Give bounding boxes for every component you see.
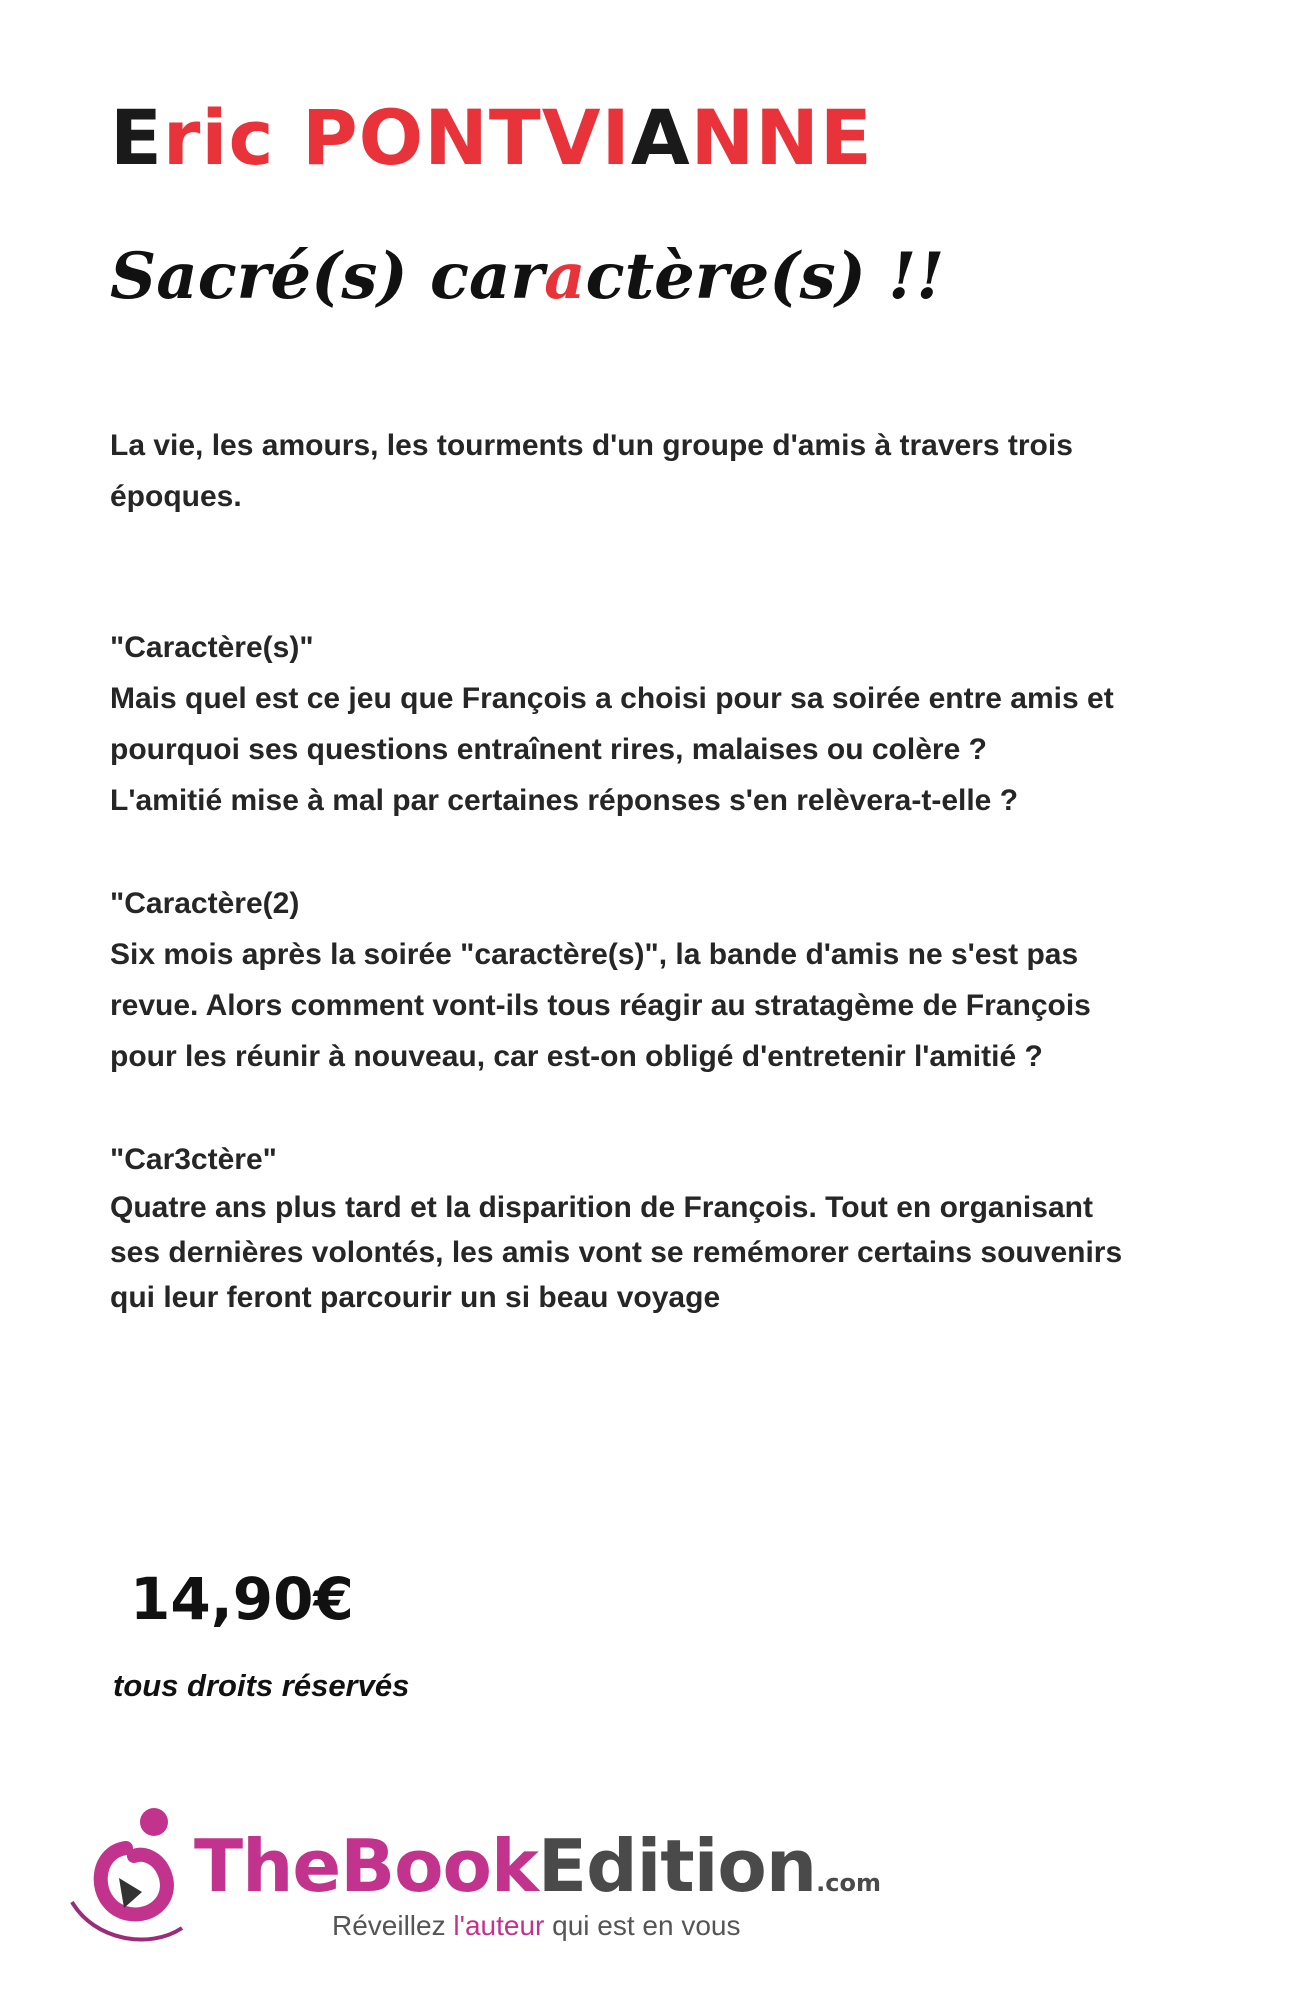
section-body: Six mois après la soirée "caractère(s)", la bande d'amis ne s'est pas revue. Alors comment vont-ils tous réagir au stratagème de François pour les réunir à nouveau, car est-on obligé d'entretenir l'amitié ? [110, 938, 1091, 1073]
slogan-start: Réveillez [332, 1910, 454, 1941]
author-part: E [110, 93, 163, 182]
book-title [110, 239, 945, 314]
publisher-domain: .com [816, 1869, 881, 1897]
author-part: NNE [690, 93, 873, 182]
section-heading: "Car3ctère" [110, 1143, 277, 1176]
section-heading: "Caractère(s)" [110, 631, 314, 664]
author-part: A [630, 93, 691, 182]
publisher-name [194, 1824, 881, 1908]
author-part: ric PONTVI [162, 93, 631, 182]
publisher-slogan [332, 1910, 740, 1942]
section-body-extra: L'amitié mise à mal par certaines réponses s'en relèvera-t-elle ? [110, 784, 1019, 817]
author-name [110, 93, 873, 182]
publisher-name-the: The [194, 1824, 341, 1908]
person-circle-logo-icon [64, 1800, 204, 1950]
slogan-end: qui est en vous [544, 1910, 741, 1941]
book-title-end: ctère(s) !! [585, 239, 945, 314]
synopsis [110, 420, 1130, 1320]
publisher-logo [64, 1800, 881, 1950]
intro-text: La vie, les amours, les tourments d'un groupe d'amis à travers trois époques. [110, 429, 1073, 513]
section-caracteres [110, 622, 1130, 826]
section-caractere-2 [110, 878, 1130, 1082]
section-body: Mais quel est ce jeu que François a choisi pour sa soirée entre amis et pourquoi ses questions entraînent rires, malaises ou colère ? [110, 682, 1114, 766]
book-title-accent: a [544, 239, 586, 314]
section-car3ctere [110, 1134, 1130, 1320]
slogan-accent: l'auteur [453, 1910, 545, 1941]
publisher-name-edition: Edition [537, 1824, 817, 1908]
section-body: Quatre ans plus tard et la disparition de François. Tout en organisant ses dernières volontés, les amis vont se remémorer certains souvenirs qui leur feront parcourir un si beau voyage [110, 1191, 1123, 1314]
rights-notice: tous droits réservés [113, 1668, 410, 1703]
price: 14,90€ [130, 1565, 354, 1633]
section-heading: "Caractère(2) [110, 887, 300, 920]
publisher-name-book: Book [340, 1824, 538, 1908]
book-title-start: Sacré(s) car [110, 239, 545, 314]
